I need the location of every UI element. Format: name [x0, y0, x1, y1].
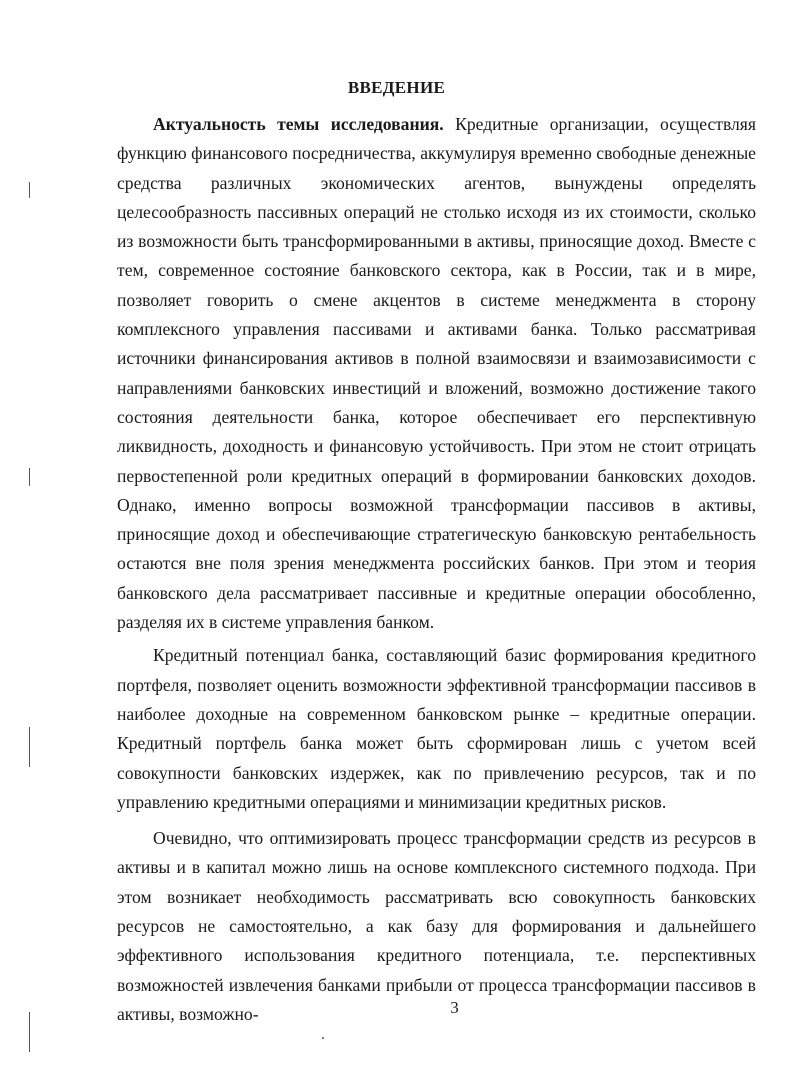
paragraph-1 — [117, 110, 756, 637]
paragraph-3: Очевидно, что оптимизировать процесс трансформации средств из ресурсов в активы и в капитал можно лишь на основе комплексного системного подхода. При этом возникает необходимость рассматривать всю совокупность банковских ресурсов не самостоятельно, а как базу для формирования и дальнейшего эффективного использования кредитного потенциала, т.е. перспективных возможностей извлечения банками прибыли от процесса трансформации пассивов в активы, возможно- — [117, 828, 756, 1024]
margin-mark — [29, 727, 30, 767]
paragraph-text: Кредитные организации, осуществляя функцию финансового посредничества, аккумулируя временно свободные денежные средства различных экономических агентов, вынуждены определять целесообразность пассивных операций не столько исходя из их стоимости, сколько из возможности быть трансформированными в активы, приносящие доход. Вместе с тем, современное состояние банковского сектора, как в России, так и в мире, позволяет говорить о смене акцентов в системе менеджмента в сторону комплексного управления пассивами и активами банка. Только рассматривая источники финансирования активов в полной взаимосвязи и взаимозависимости с направлениями банковских инвестиций и вложений, возможно достижение такого состояния деятельности банка, которое обеспечивает его перспективную ликвидность, доходность и финансовую устойчивость. При этом не стоит отрицать первостепенной роли кредитных операций в формировании банковских доходов. Однако, именно вопросы возможной трансформации пассивов в активы, приносящие доход и обеспечивающие стратегическую банковскую рентабельность остаются вне поля зрения менеджмента российских банков. При этом и теория банковского дела рассматривает пассивные и кредитные операции обособленно, разделяя их в системе управления банком. — [117, 114, 756, 633]
paragraph-lead: Актуальность темы исследования. — [153, 114, 444, 134]
page-title: ВВЕДЕНИЕ — [347, 78, 446, 97]
margin-mark — [29, 468, 30, 486]
margin-mark — [29, 1012, 30, 1052]
body-text — [117, 110, 756, 1029]
page-number: 3 — [450, 998, 459, 1017]
paragraph-2: Кредитный потенциал банка, составляющий базис формирования кредитного портфеля, позволяет оценить возможности эффективной трансформации пассивов в наиболее доходные на современном банковском рынке – кредитные операции. Кредитный портфель банка может быть сформирован лишь с учетом всей совокупности банковских издержек, как по привлечению ресурсов, так и по управлению кредитными операциями и минимизации кредитных рисков. — [117, 645, 756, 812]
scan-dot — [322, 1037, 324, 1039]
margin-mark — [29, 182, 30, 198]
